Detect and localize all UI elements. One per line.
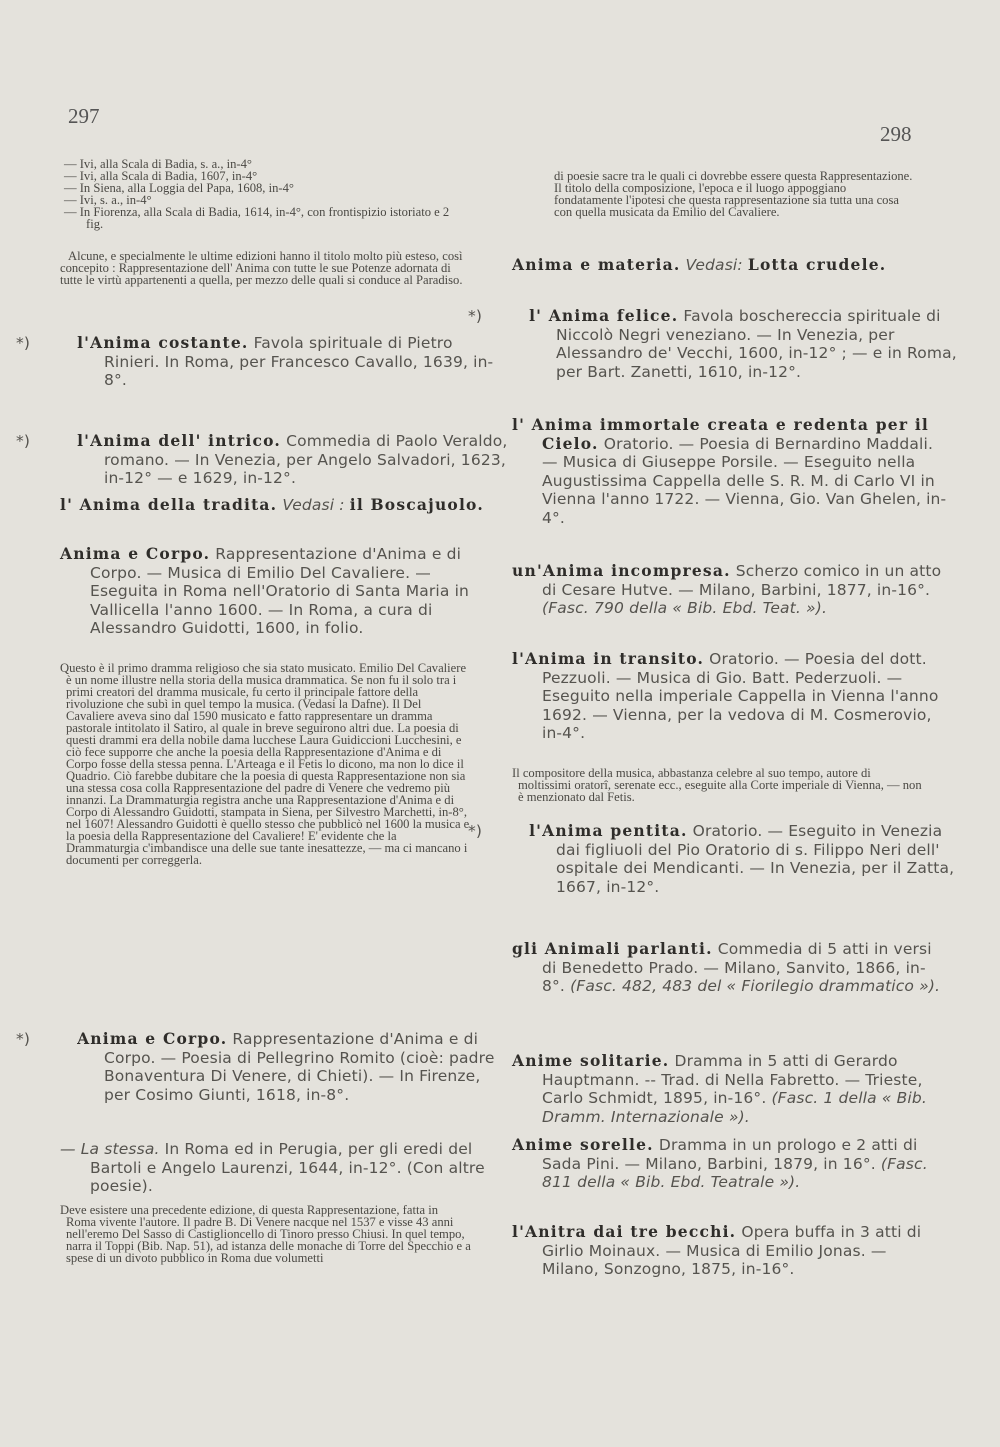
entry-anima-transito: [512, 650, 947, 743]
entry-heading: l'Anima costante.: [77, 333, 249, 352]
entry-note: Deve esistere una precedente edizione, di questa Rappresentazione, fatta in Roma vivente l'autore. Il padre B. Di Venere nacque nel 1537 e visse 43 anni nell'eremo Del Sasso di Castiglioncello di Tinoro presso Chiusi. In quel tempo, narra il Toppi (Bib. Nap. 51), ad istanza delle monache di Torre del Specchio e a spese di un divoto pubblico in Roma due volumetti: [60, 1203, 471, 1265]
see-also-label: Vedasi :: [277, 496, 350, 514]
editions-note: Alcune, e specialmente le ultime edizioni hanno il titolo molto più esteso, così concepito : Rappresentazione dell' Anima con tutte le sue Potenze adornata di tutte le virtù appartenenti a quella, per mezzo delle quali si conduce al Paradiso.: [60, 249, 463, 287]
entry-heading: l' Anima immortale creata e redenta per il Cielo.: [512, 415, 929, 453]
entry-note: Il compositore della musica, abbastanza celebre al suo tempo, autore di moltissimi oratorî, serenate ecc., eseguite alla Corte imperiale di Vienna, — non è menzionato dal Fetis.: [512, 766, 922, 804]
editions-list: [60, 158, 465, 230]
entry-anime-solitarie: [512, 1052, 947, 1126]
star-mark: *): [16, 432, 31, 450]
see-also-label: Vedasi:: [680, 256, 748, 274]
edition-line: — In Siena, alla Loggia del Papa, 1608, in-4°: [64, 181, 294, 195]
entry-anima-e-corpo: [60, 545, 495, 638]
entry-text: Favola spirituale di Pietro Rinieri. In Roma, per Francesco Cavallo, 1639, in-8°.: [104, 334, 494, 389]
entry-text: Favola boschereccia spirituale di Niccolò Negri veneziano. — In Venezia, per Alessandro de' Vecchi, 1600, in-12° ; — e in Roma, per Bart. Zanetti, 1610, in-12°.: [556, 307, 957, 381]
entry-text: Commedia di 5 atti in versi di Benedetto Prado. — Milano, Sanvito, 1866, in-8°.: [542, 940, 932, 995]
edition-line: — Ivi, alla Scala di Badia, s. a., in-4°: [64, 157, 252, 171]
entry-anitra-tre-becchi: [512, 1223, 947, 1279]
entry-note: Questo è il primo dramma religioso che sia stato musicato. Emilio Del Cavaliere è un nome illustre nella storia della musica drammatica. Se non fu il solo tra i primi creatori del dramma musicale, fu certo il principale fattore della rivoluzione che subì in quel tempo la musica. (Vedasi la Dafne). Il Del Cavaliere aveva sino dal 1590 musicato e fatto rappresentare un dramma pastorale intitolato il Satiro, al quale in breve seguirono altri due. La poesia di questi drammi era della nobile dama lucchese Laura Guidiccioni Lucchesini, e ciò fece supporre che anche la poesia della Rappresentazione d'Anima e di Corpo fosse della stessa penna. L'Arteaga e il Fetis lo dicono, ma non lo dice il Quadrio. Ciò farebbe dubitare che la poesia di questa Rappresentazione non sia una stessa cosa colla Rappresentazione del padre di Venere che vedremo più innanzi. La Drammaturgia registra anche una Rappresentazione d'Anima e di Corpo di Alessandro Guidotti, stampata in Siena, per Silvestro Marchetti, in-8°, nel 1607! Alessandro Guidotti è quello stesso che pubblicò nel 1600 la musica e la poesia della Rappresentazione del Cavaliere! E' evidente che la Drammaturgia c'imbandisce una delle sue tante inesattezze, — ma ci mancano i documenti per correggerla.: [60, 661, 470, 867]
entry-heading: Anima e Corpo.: [77, 1029, 228, 1048]
entry-heading: Anima e materia.: [512, 255, 681, 274]
entry-text: Oratorio. — Poesia di Bernardino Maddali. — Musica di Giuseppe Porsile. — Eseguito nella Augustissima Cappella delle S. R. M. di Carlo VI in Vienna l'anno 1722. — Vienna, Gio. Van Ghelen, in-4°.: [542, 434, 947, 527]
entry-anima-e-corpo-2: [16, 1029, 509, 1104]
star-mark: *): [16, 1030, 31, 1048]
entry-anima-incompresa: [512, 562, 947, 618]
entry-heading: l' Anima felice.: [529, 306, 679, 325]
star-mark: *): [468, 822, 483, 840]
entry-text: In Roma ed in Perugia, per gli eredi del Bartoli e Angelo Laurenzi, 1644, in-12°. (Con altre poesie).: [90, 1140, 485, 1195]
entry-text: Commedia di Paolo Veraldo, romano. — In Venezia, per Angelo Salvadori, 1623, in-12° — e 1629, in-12°.: [104, 432, 508, 487]
continued-note: di poesie sacre tra le quali ci dovrebbe essere questa Rappresentazione. Il titolo della composizione, l'epoca e il luogo appoggiano fondatamente l'ipotesi che questa rappresentazione sia tutta una cosa con quella musicata da Emilio del Cavaliere.: [554, 169, 913, 219]
entry-text: Oratorio. — Eseguito in Venezia dai figliuoli del Pio Oratorio di s. Filippo Neri dell' ospitale dei Mendicanti. — In Venezia, per il Zatta, 1667, in-12°.: [556, 822, 955, 896]
entry-heading: Anime sorelle.: [512, 1135, 654, 1154]
entry-heading: Anime solitarie.: [512, 1051, 670, 1070]
see-also-target: il Boscajuolo.: [349, 495, 484, 514]
entry-text: Scherzo comico in un atto di Cesare Hutve. — Milano, Barbini, 1877, in-16°.: [542, 562, 942, 599]
entry-heading: un'Anima incompresa.: [512, 561, 731, 580]
see-also-target: Lotta crudele.: [747, 255, 887, 274]
entry-heading: Anima e Corpo.: [60, 544, 211, 563]
entry-series: (Fasc. 811 della « Bib. Ebd. Teatrale »).: [542, 1154, 928, 1191]
entry-text: Rappresentazione d'Anima e di Corpo. — Musica di Emilio Del Cavaliere. — Eseguita in Roma nell'Oratorio di Santa Maria in Vallicella l'anno 1600. — In Roma, a cura di Alessandro Guidotti, 1600, in folio.: [90, 545, 470, 637]
entry-anima-materia: [512, 256, 947, 275]
entry-heading: gli Animali parlanti.: [512, 939, 713, 958]
entry-la-stessa: [60, 1140, 495, 1196]
entry-anima-immortale: [512, 416, 947, 527]
entry-anima-pentita: [468, 821, 961, 896]
star-mark: *): [16, 334, 31, 352]
entry-heading: l'Anitra dai tre becchi.: [512, 1222, 737, 1241]
entry-anima-felice: [468, 306, 961, 381]
entry-anima-costante: [16, 333, 509, 390]
entry-text: Oratorio. — Poesia del dott. Pezzuoli. — Musica di Gio. Batt. Pederzuoli. — Eseguito nella imperiale Cappella in Vienna l'anno 1692. — Vienna, per la vedova di M. Cosmerovio, in-4°.: [542, 650, 939, 742]
entry-heading: l'Anima pentita.: [529, 821, 688, 840]
entry-series: (Fasc. 1 della « Bib. Dramm. Internazionale »).: [542, 1089, 927, 1126]
edition-line: — In Fiorenza, alla Scala di Badia, 1614, in-4°, con frontispizio istoriato e 2 fig.: [64, 205, 450, 231]
entry-anima-tradita: [60, 496, 495, 515]
entry-text: Rappresentazione d'Anima e di Corpo. — Poesia di Pellegrino Romito (cioè: padre Bonaventura Di Venere, di Chieti). — In Firenze, per Cosimo Giunti, 1618, in-8°.: [104, 1030, 495, 1104]
entry-heading: l'Anima dell' intrico.: [77, 431, 282, 450]
entry-animali-parlanti: [512, 940, 947, 996]
entry-text: Opera buffa in 3 atti di Girlio Moinaux. — Musica di Emilio Jonas. — Milano, Sonzogno, 1875, in-16°.: [542, 1223, 922, 1278]
page-number-left: 297: [68, 104, 100, 128]
entry-heading: l'Anima in transito.: [512, 649, 705, 668]
entry-heading: — La stessa.: [60, 1140, 160, 1158]
entry-text: Dramma in un prologo e 2 atti di Sada Pini. — Milano, Barbini, 1879, in 16°.: [542, 1136, 918, 1173]
entry-text: Dramma in 5 atti di Gerardo Hauptmann. -- Trad. di Nella Fabretto. — Trieste, Carlo Schmidt, 1895, in-16°.: [542, 1052, 923, 1107]
entry-series: (Fasc. 790 della « Bib. Ebd. Teat. »).: [542, 599, 828, 617]
edition-line: — Ivi, s. a., in-4°: [64, 193, 152, 207]
star-mark: *): [468, 307, 483, 325]
entry-anime-sorelle: [512, 1136, 947, 1192]
entry-series: (Fasc. 482, 483 del « Fiorilegio drammatico »).: [570, 977, 941, 995]
page-number-right: 298: [880, 122, 912, 146]
entry-heading: l' Anima della tradita.: [60, 495, 278, 514]
edition-line: — Ivi, alla Scala di Badia, 1607, in-4°: [64, 169, 258, 183]
entry-anima-intrico: [16, 431, 509, 488]
